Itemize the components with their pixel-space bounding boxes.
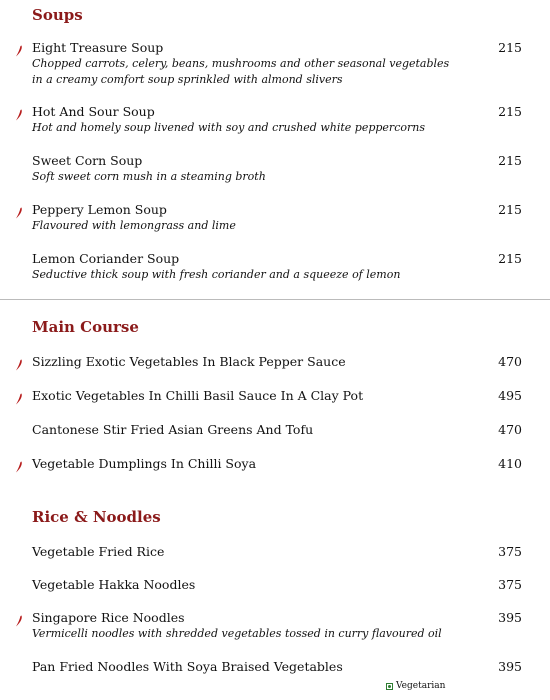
legend-label: Vegetarian bbox=[396, 681, 446, 691]
item-name: Singapore Rice Noodles bbox=[32, 610, 185, 625]
menu-item bbox=[32, 202, 522, 234]
item-name: Lemon Coriander Soup bbox=[32, 251, 180, 266]
item-description: Chopped carrots, celery, beans, mushrooms and other seasonal vegetables in a creamy comfort soup sprinkled with almond slivers bbox=[32, 57, 450, 86]
menu-item bbox=[32, 104, 522, 136]
menu-item bbox=[32, 577, 522, 593]
veg-icon bbox=[386, 683, 393, 690]
item-name: Hot And Sour Soup bbox=[32, 104, 155, 119]
item-price: 215 bbox=[498, 202, 522, 217]
item-price: 470 bbox=[498, 354, 522, 369]
item-name: Vegetable Hakka Noodles bbox=[32, 577, 196, 592]
item-name: Pan Fried Noodles With Soya Braised Vegetables bbox=[32, 659, 343, 674]
item-name: Vegetable Fried Rice bbox=[32, 544, 165, 559]
item-price: 375 bbox=[498, 544, 522, 559]
chili-icon bbox=[15, 612, 23, 624]
menu-item bbox=[32, 422, 522, 438]
item-description: Seductive thick soup with fresh coriander and a squeeze of lemon bbox=[32, 268, 401, 281]
chili-icon bbox=[15, 204, 23, 216]
chili-icon bbox=[15, 106, 23, 118]
menu-item bbox=[32, 251, 522, 283]
vegetarian-legend bbox=[386, 681, 445, 691]
item-name: Vegetable Dumplings In Chilli Soya bbox=[32, 456, 257, 471]
chili-icon bbox=[15, 458, 23, 470]
chili-icon bbox=[15, 356, 23, 368]
section-title: Soups bbox=[32, 6, 83, 24]
item-price: 395 bbox=[498, 610, 522, 625]
item-name: Peppery Lemon Soup bbox=[32, 202, 167, 217]
menu-item bbox=[32, 354, 522, 370]
item-price: 470 bbox=[498, 422, 522, 437]
item-price: 215 bbox=[498, 251, 522, 266]
menu-item bbox=[32, 610, 522, 642]
item-description: Vermicelli noodles with shredded vegetables tossed in curry flavoured oil bbox=[32, 627, 442, 640]
item-name: Exotic Vegetables In Chilli Basil Sauce In A Clay Pot bbox=[32, 388, 364, 403]
item-price: 375 bbox=[498, 577, 522, 592]
item-name: Sweet Corn Soup bbox=[32, 153, 143, 168]
section-title: Rice & Noodles bbox=[32, 508, 161, 526]
menu-item bbox=[32, 544, 522, 560]
item-price: 395 bbox=[498, 659, 522, 674]
menu-item bbox=[32, 40, 522, 88]
section-divider bbox=[0, 299, 550, 300]
item-price: 410 bbox=[498, 456, 522, 471]
chili-icon bbox=[15, 390, 23, 402]
item-name: Eight Treasure Soup bbox=[32, 40, 164, 55]
item-description: Soft sweet corn mush in a steaming broth bbox=[32, 170, 266, 183]
menu-item bbox=[32, 153, 522, 185]
item-name: Sizzling Exotic Vegetables In Black Pepper Sauce bbox=[32, 354, 346, 369]
item-description: Hot and homely soup livened with soy and crushed white peppercorns bbox=[32, 121, 425, 134]
menu-item bbox=[32, 456, 522, 472]
item-price: 495 bbox=[498, 388, 522, 403]
menu-item bbox=[32, 388, 522, 404]
menu-item bbox=[32, 659, 522, 675]
chili-icon bbox=[15, 42, 23, 54]
item-price: 215 bbox=[498, 40, 522, 55]
section-title: Main Course bbox=[32, 318, 139, 336]
item-description: Flavoured with lemongrass and lime bbox=[32, 219, 236, 232]
item-name: Cantonese Stir Fried Asian Greens And Tofu bbox=[32, 422, 314, 437]
item-price: 215 bbox=[498, 104, 522, 119]
item-price: 215 bbox=[498, 153, 522, 168]
